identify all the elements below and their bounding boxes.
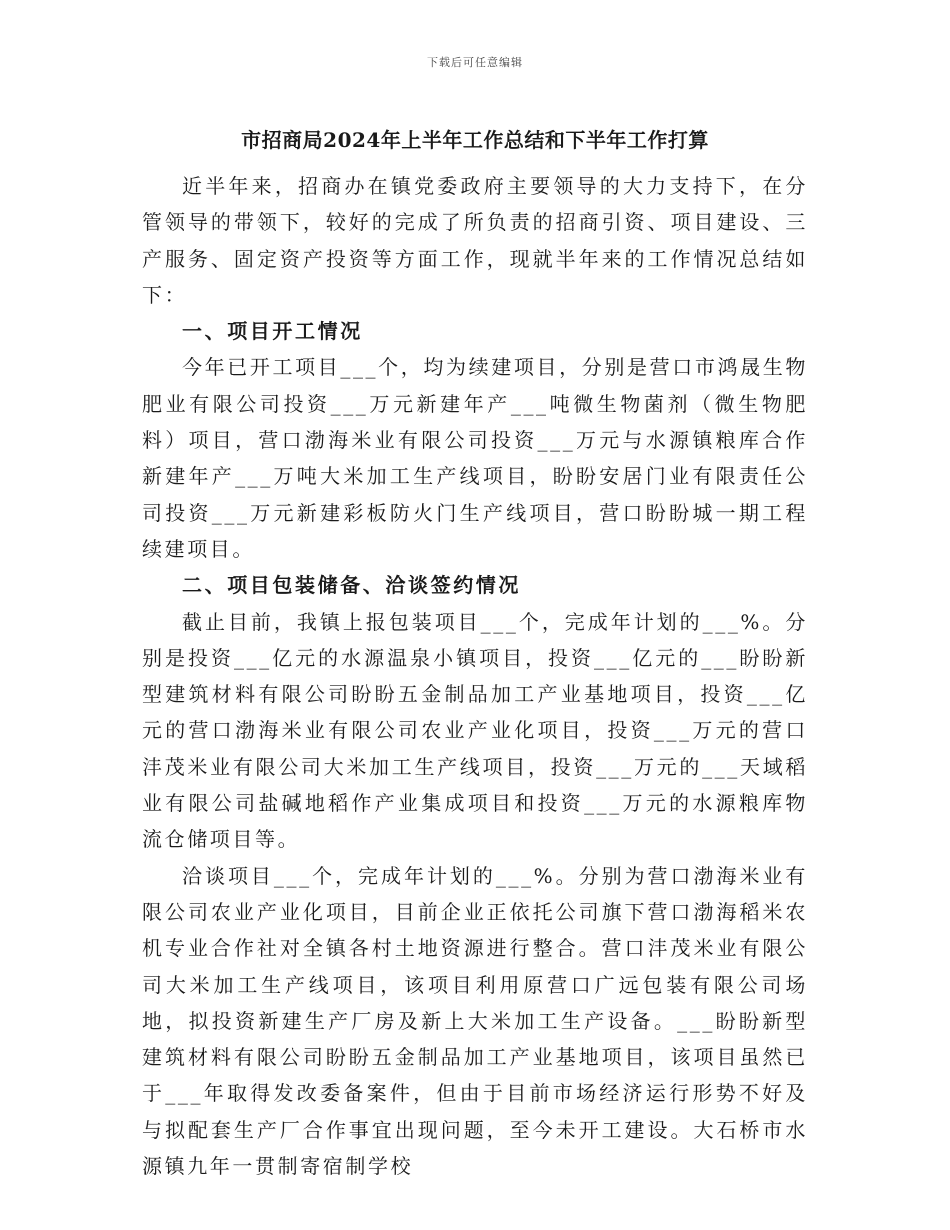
section-2-paragraph-2: 洽谈项目___个，完成年计划的___%。分别为营口渤海米业有限公司农业产业化项目，目前企业正依托公司旗下营口渤海稻米农机专业合作社对全镇各村土地资源进行整合。营口沣茂米业有限公司大米加工生产线项目，该项目利用原营口广远包装有限公司场地，拟投资新建生产厂房及新上大米加工生产设备。___盼盼新型建筑材料有限公司盼盼五金制品加工产业基地项目，该项目虽然已于___年取得发改委备案件，但由于目前市场经济运行形势不好及与拟配套生产厂合作事宜出现问题，至今未开工建设。大石桥市水源镇九年一贯制寄宿制学校: [142, 863, 808, 1179]
document-title: 市招商局2024年上半年工作总结和下半年工作打算: [241, 128, 709, 152]
document-body: [142, 168, 808, 1184]
section-1-paragraph-1: 今年已开工项目___个，均为续建项目，分别是营口市鸿晟生物肥业有限公司投资___万元新建年产___吨微生物菌剂（微生物肥料）项目，营口渤海米业有限公司投资___万元与水源镇粮库合作新建年产___万吨大米加工生产线项目，盼盼安居门业有限责任公司投资___万元新建彩板防火门生产线项目，营口盼盼城一期工程续建项目。: [142, 355, 808, 561]
section-2-paragraph-1: 截止目前，我镇上报包装项目___个，完成年计划的___%。分别是投资___亿元的水源温泉小镇项目，投资___亿元的___盼盼新型建筑材料有限公司盼盼五金制品加工产业基地项目，投资___亿元的营口渤海米业有限公司农业产业化项目，投资___万元的营口沣茂米业有限公司大米加工生产线项目，投资___万元的___天域稻业有限公司盐碱地稻作产业集成项目和投资___万元的水源粮库物流仓储项目等。: [142, 609, 808, 852]
intro-paragraph: 近半年来，招商办在镇党委政府主要领导的大力支持下，在分管领导的带领下，较好的完成了所负责的招商引资、项目建设、三产服务、固定资产投资等方面工作，现就半年来的工作情况总结如下：: [142, 174, 808, 307]
section-heading-2: 二、项目包装储备、洽谈签约情况: [182, 573, 521, 598]
section-heading-1: 一、项目开工情况: [182, 319, 363, 344]
header-note: 下载后可任意编辑: [427, 56, 523, 69]
